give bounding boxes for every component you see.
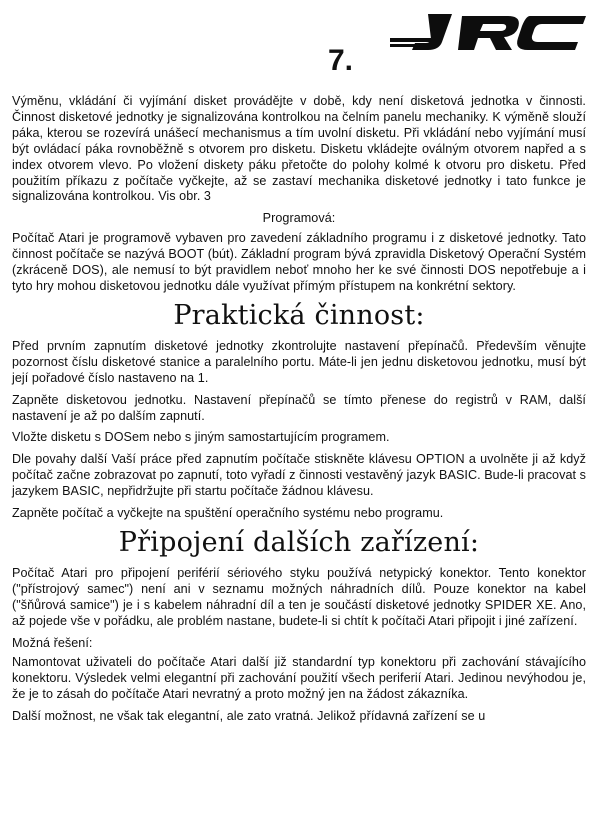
jrc-logo [390,8,590,56]
subheading-programova: Programová: [262,211,336,226]
subheading-mozna-reseni: Možná řešení: [12,635,93,650]
paragraph-disk-handling: Výměnu, vkládání či vyjímání disket provádějte v době, kdy není disketová jednotka v činnosti. Činnost disketové jednotky je signalizována kontrolkou na čelním panelu mechaniky. K výměně slouží páka, kterou se rozevírá unášecí mechanismus a tím uvolní disketu. Při vkládání nebo vyjímání musí být ovládací páka rovnoběžně s otvorem pro disketu. Disketu vkládejte oválným otvorem napřed a s index otvorem vlevo. Po vložení diskety páku přetočte do polohy kolmé k otvoru pro disketu. Před použitím příkazu z počítače vyčkejte, až se zastaví mechanika disketové jednotky i tato funkce je signalizována kontrolkou. Vis obr. 3 [12,94,586,204]
section-title-prakticka-cinnost: Praktická činnost: [173,299,425,331]
paragraph-solution-one: Namontovat uživateli do počítače Atari další již standardní typ konektoru při zachování stávajícího konektoru. Výsledek velmi elegantní při zachování použití všech periferií Atari. Jedinou nevýhodou je, že je to zásah do počítače Atari nevratný a proto možný jen na žádost zákazníka. [12,655,586,702]
paragraph-connector: Počítač Atari pro připojení periférií sériového styku používá netypický konektor. Tento konektor ("přístrojový samec") není ani v seznamu možných náhradních dílů. Pouze konektor na kabel ("šňůrová samice") je i s kabelem náhradní díl a ten je součástí disketové jednotky SPIDER XE. Ano, až pojede vše v pořádku, ale problém nastane, budete-li si chtít k počítači Atari připojit i jiné zařízení. [12,565,586,628]
paragraph-insert-disk: Vložte disketu s DOSem nebo s jiným samostartujícím programem. [12,430,390,445]
page-number: 7. [328,44,354,77]
page-body [12,94,586,723]
paragraph-option-key: Dle povahy další Vaší práce před zapnutím počítače stiskněte klávesu OPTION a uvolněte ji až když počítač začne zobrazovat po zapnutí, toto vyřadí z činnosti vestavěný jazyk BASIC. Bude-li pracovat s jazykem BASIC, nepřidržujte při startu počítače žádnou klávesu. [12,452,586,499]
section-title-pripojeni-zarizeni: Připojení dalších zařízení: [118,526,480,558]
paragraph-power-on-computer: Zapněte počítač a vyčkejte na spuštění operačního systému nebo programu. [12,506,444,521]
paragraph-switch-check: Před prvním zapnutím disketové jednotky zkontrolujte nastavení přepínačů. Především věnujte pozornost číslu disketové stanice a paralelního portu. Máte-li jen jednu disketovou jednotku, musí být její pořadové číslo nastaveno na 1. [12,338,586,385]
paragraph-boot: Počítač Atari je programově vybaven pro zavedení základního programu i z disketové jednotky. Tato činnost počítače se nazývá BOOT (bút). Základní program bývá zpravidla Disketový Operační Systém (zkráceně DOS), ale nemusí to být pravidlem neboť mnoho her ke své činnosti DOS nepotřebuje a i tyto hry mohou disketovou jednotku dále využívat přímým přístupem na konkrétní sektory. [12,231,586,293]
paragraph-solution-two: Další možnost, ne však tak elegantní, ale zato vratná. Jelikož přídavná zařízení se u [12,709,486,724]
paragraph-power-on-drive: Zapněte disketovou jednotku. Nastavení přepínačů se tímto přenese do registrů v RAM, další nastavení je až po dalším zapnutí. [12,392,586,423]
